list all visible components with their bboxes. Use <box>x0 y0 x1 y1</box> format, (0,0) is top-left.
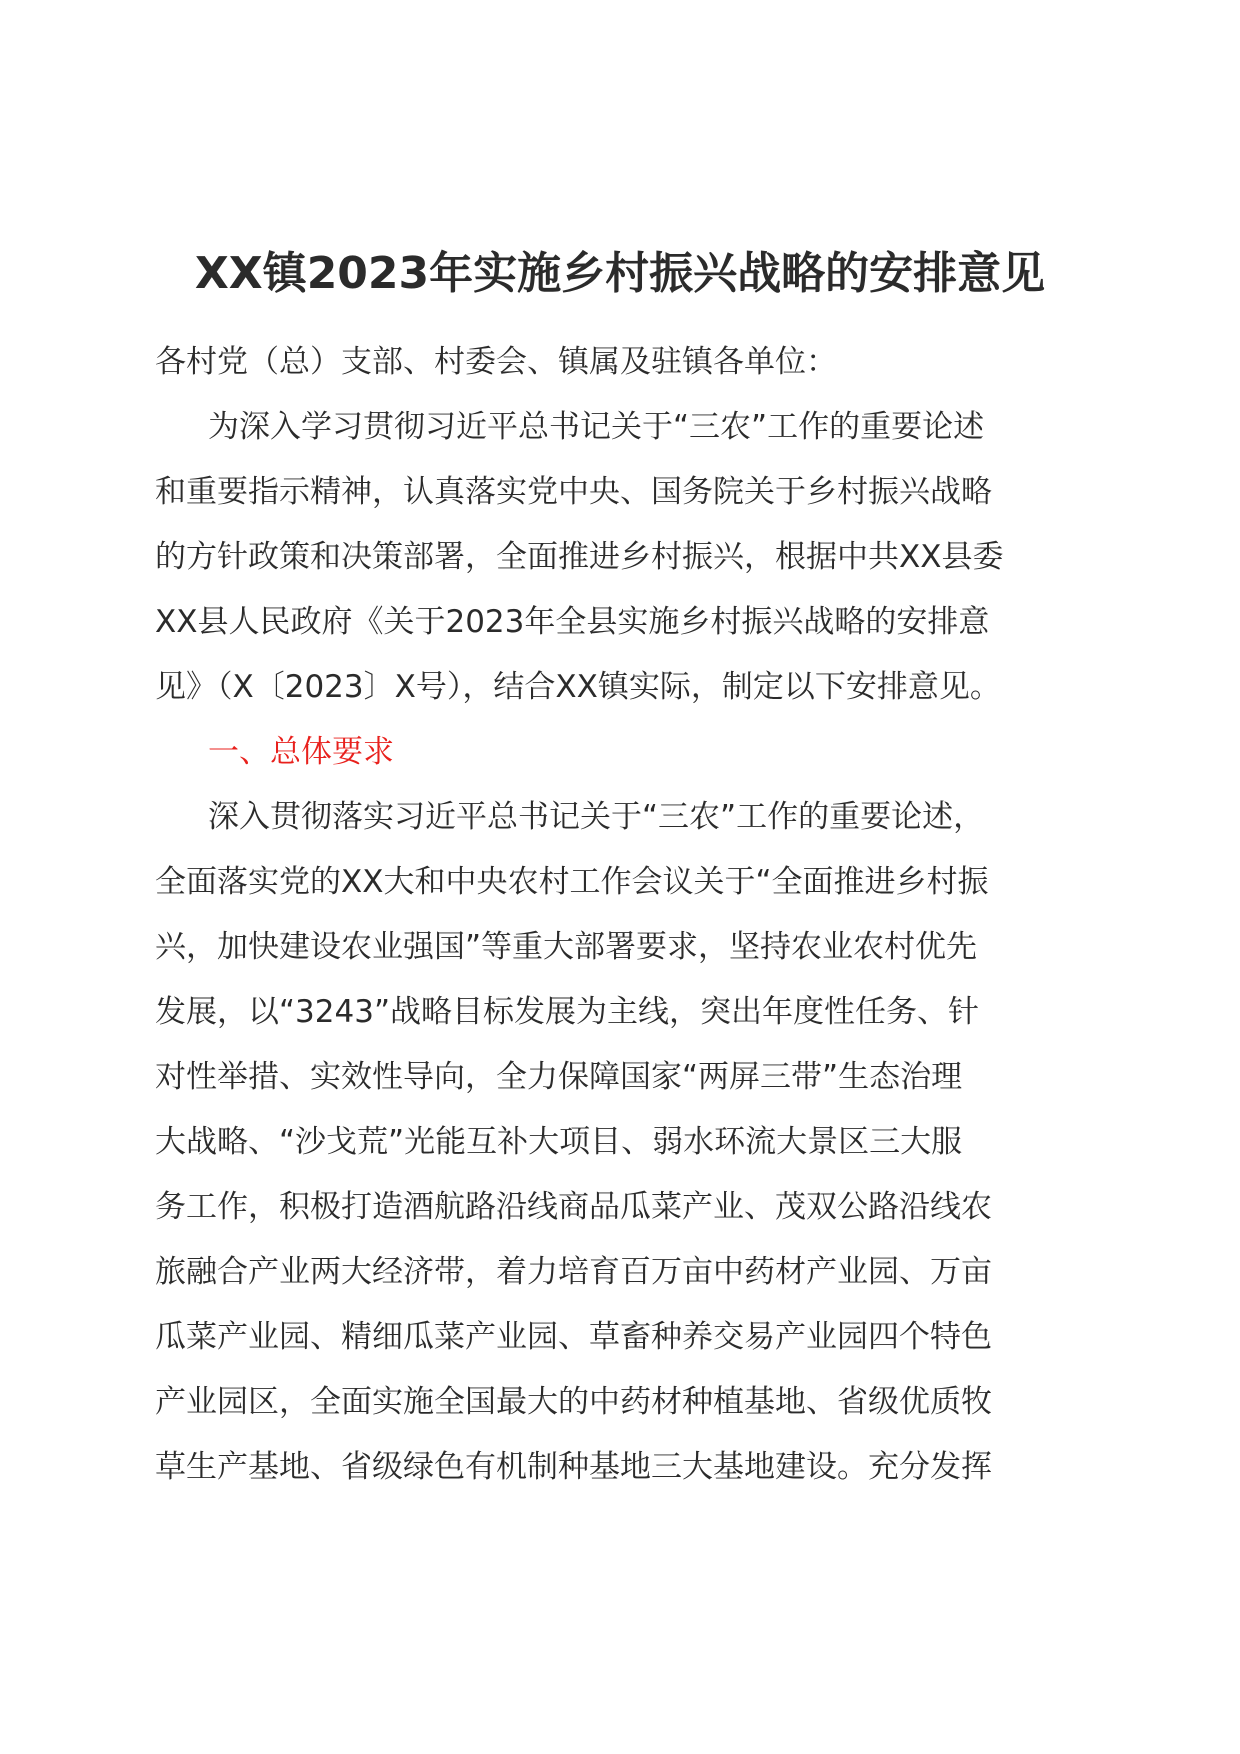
body-line: 务工作，积极打造酒航路沿线商品瓜菜产业、茂双公路沿线农 <box>155 1189 992 1225</box>
section-heading: 一、总体要求 <box>208 734 394 770</box>
body-line: 大战略、“沙戈荒”光能互补大项目、弱水环流大景区三大服 <box>155 1124 963 1160</box>
document-title: XX镇2023年实施乡村振兴战略的安排意见 <box>194 248 1046 299</box>
intro-line: 为深入学习贯彻习近平总书记关于“三农”工作的重要论述 <box>208 409 985 445</box>
body-line: 瓜菜产业园、精细瓜菜产业园、草畜种养交易产业园四个特色 <box>155 1319 992 1355</box>
body-line: 全面落实党的XX大和中央农村工作会议关于“全面推进乡村振 <box>155 864 989 900</box>
intro-line: 见》（X〔2023〕X号），结合XX镇实际，制定以下安排意见。 <box>155 669 1001 705</box>
body-line: 兴，加快建设农业强国”等重大部署要求，坚持农业农村优先 <box>155 929 978 965</box>
body-line: 旅融合产业两大经济带，着力培育百万亩中药材产业园、万亩 <box>155 1254 992 1290</box>
intro-line: XX县人民政府《关于2023年全县实施乡村振兴战略的安排意 <box>155 604 990 640</box>
salutation: 各村党（总）支部、村委会、镇属及驻镇各单位： <box>155 344 837 380</box>
body-line: 草生产基地、省级绿色有机制种基地三大基地建设。充分发挥 <box>155 1449 992 1485</box>
body-line: 深入贯彻落实习近平总书记关于“三农”工作的重要论述， <box>208 799 985 835</box>
intro-line: 的方针政策和决策部署，全面推进乡村振兴，根据中共XX县委 <box>155 539 1004 575</box>
body-line: 对性举措、实效性导向，全力保障国家“两屏三带”生态治理 <box>155 1059 963 1095</box>
body-line: 产业园区，全面实施全国最大的中药材种植基地、省级优质牧 <box>155 1384 992 1420</box>
body-line: 发展，以“3243”战略目标发展为主线，突出年度性任务、针 <box>155 994 980 1030</box>
intro-line: 和重要指示精神，认真落实党中央、国务院关于乡村振兴战略 <box>155 474 992 510</box>
